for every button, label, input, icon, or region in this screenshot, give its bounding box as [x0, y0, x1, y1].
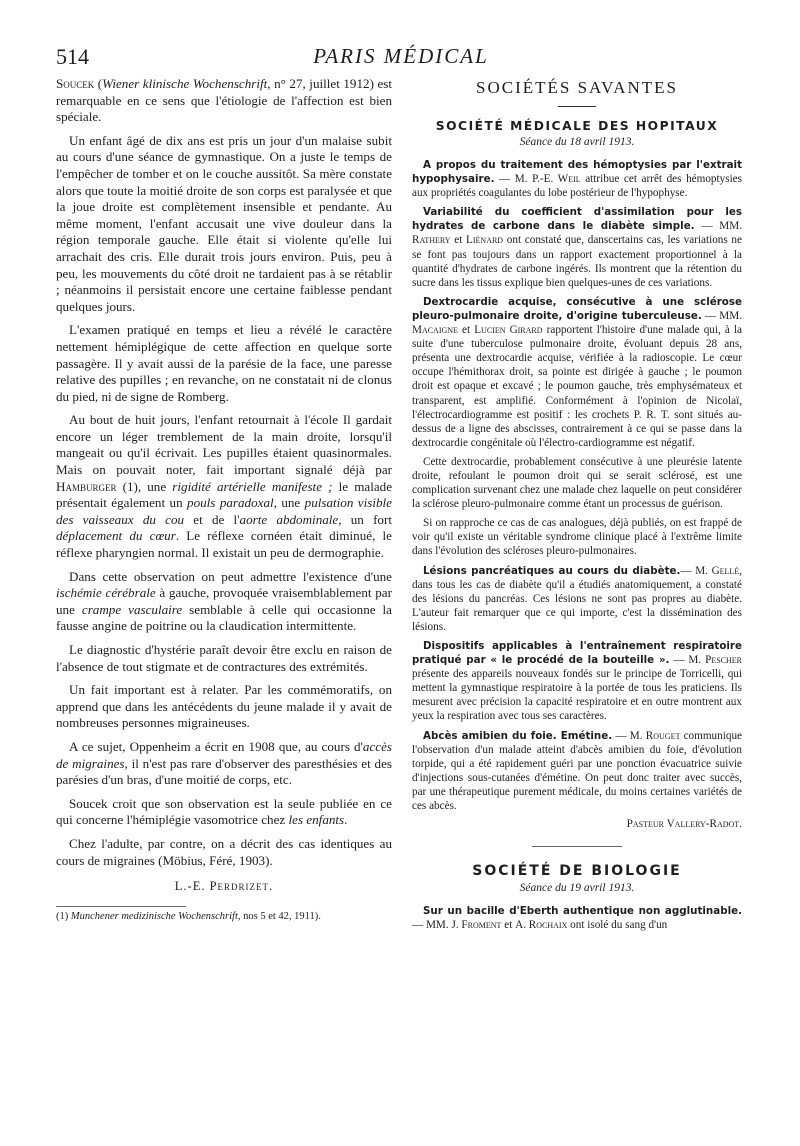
- entry-respiratoire: Dispositifs applicables à l'entraînement respiratoire pratiqué par « le procédé de la bouteille ». — M. Pescher présente des appareils nouveaux fondés sur le principe de Torricelli, qui mettent la gymnastique respiratoire à la portée de tous les praticiens. Ils mesurent avec précision la capacité respiratoire et en outre montrent aux yeux la respiration avec tous ses caractères.: [412, 640, 742, 723]
- reporter-signature: Pasteur Vallery-Radot.: [626, 818, 742, 831]
- session-date-biologie: Séance du 19 avril 1913.: [519, 882, 635, 895]
- author-signature: L.-E. Perdrizet.: [174, 879, 274, 894]
- paragraph-soucek: Soucek croit que son observation est la seule publiée en ce qui concerne l'hémiplégie vasomotrice chez les enfants.: [56, 795, 392, 828]
- entry-pancreas: Lésions pancréatiques au cours du diabète.— M. Gellé, dans tous les cas de diabète qu'il a étudiés anatomiquement, a constaté des lésions du pancréas. Ces lésions ne sont pas propres au diabète. L'auteur fait remarquer que ce qui importe, c'est la dissémination des lésions.: [412, 564, 743, 633]
- paragraph-follow-up: Au bout de huit jours, l'enfant retournait à l'école Il gardait encore un léger tremblement de la main droite, lorsqu'il mangeait ou qu'il écrivait. Les pupilles étaient quasinormales. Mais on pouvait noter, fait important signalé déjà par Hamburger (1), une rigidité artérielle manifeste ; le malade présentait également un pouls paradoxal, une pulsation visible des vaisseaux du cou et de l'aorte abdominale, un fort déplacement du cœur. Le réflexe cornéen était diminué, le réflexe pharyngien normal. Il existait un peu de dermographie.: [56, 412, 392, 561]
- entry-dextrocardie-cont: Cette dextrocardie, probablement consécutive à une pleurésie latente droite, refoulant le poumon droit qui se serait sclérosé, est une complication survenant chez une malade chez laquelle on peut considérer la sclérose pleuro-pulmonaire comme étant un processus de guérison.: [412, 455, 742, 511]
- journal-title: PARIS MÉDICAL: [313, 44, 489, 68]
- right-column: [412, 76, 742, 937]
- society-heading-biologie: SOCIÉTÉ DE BIOLOGIE: [472, 863, 682, 880]
- section-divider: [558, 106, 596, 107]
- entry-abces: Abcès amibien du foie. Emétine. — M. Rouget communique l'observation d'un malade atteint d'abcès amibien du foie, d'évolution torpide, qui a été rapidement guéri par une ponction évacuatrice suivie d'injections sous-cutanées d'émétine. On peut donc traiter avec succès, par une thérapeutique purement médicale, du moins certaines variétés de ces abcès.: [412, 729, 742, 813]
- paragraph-intro: Soucek (Wiener klinische Wochenschrift, n° 27, juillet 1912) est remarquable en ce sens que l'étiologie de l'affection est bien spéciale.: [56, 76, 392, 125]
- entry-dextrocardie-syndrome: Si on rapproche ce cas de cas analogues, déjà publiés, on est frappé de voir qu'il existe un véritable syndrome clinique placé à l'extrême limite dans l'évolution des scléroses pleuro-pulmonaires.: [412, 517, 742, 558]
- left-column: [56, 76, 392, 922]
- paragraph-oppenheim: A ce sujet, Oppenheim a écrit en 1908 que, au cours d'accès de migraines, il n'est pas rare d'observer des paresthésies et des parésies d'un bras, d'une moitié de corps, etc.: [56, 738, 392, 788]
- entry-dextrocardie: Dextrocardie acquise, consécutive à une sclérose pleuro-pulmonaire droite, d'origine tuberculeuse. — MM. Macaigne et Lucien Girard rapportent l'histoire d'une malade qui, à la suite d'une tuberculose pulmonaire droite, évoluant depuis 28 ans, présenta une dextrocardie acquise, vérifiée à la radioscopie. Le cœur occupe l'hémithorax droit, sa pointe est dirigée à gauche ; le poumon droit est opaque et excavé ; le poumon gauche, très emphysémateux et transparent, est amplifié. Conformément à l'opinion de Nicolaï, l'électrocardiogramme est positif : les crochets P. R. T. sont situés au-dessus de a ligne des abscisses, contrairement à ce qui se passe dans la dextrocardie congénitale où l'électro-cardiogramme est négatif.: [412, 295, 742, 449]
- entry-eberth: Sur un bacille d'Eberth authentique non agglutinable. — MM. J. Froment et A. Rochaix ont isolé du sang d'un: [412, 905, 742, 932]
- entry-coefficient: Variabilité du coefficient d'assimilation pour les hydrates de carbone dans le diabète simple. — MM. Rathery et Liénard ont constaté que, danscertains cas, les variations ne se font pas toujours dans un rapport exactement proportionnel à la quantité d'hydrates de carbone ingérés. Ils montrent que la rétention du sucre dans les tissus explique bien quelques-unes de ces variations.: [412, 206, 742, 289]
- society-heading-hopitaux: SOCIÉTÉ MÉDICALE DES HOPITAUX: [435, 119, 719, 133]
- paragraph-adult: Chez l'adulte, par contre, on a décrit des cas identiques au cours de migraines (Möbius, Féré, 1903).: [56, 835, 392, 868]
- footnote: (1) Munchener medizinische Wochenschrift, nos 5 et 42, 1911).: [56, 911, 321, 923]
- paragraph-interpretation: Dans cette observation on peut admettre l'existence d'une ischémie cérébrale à gauche, provoquée vraisemblablement par une crampe vasculaire semblable à celle qui occasionne la fausse angine de poitrine ou la claudication intermittente.: [56, 568, 392, 634]
- page-header: [56, 44, 746, 72]
- section-title: SOCIÉTÉS SAVANTES: [476, 78, 678, 97]
- paragraph-hysteria: Le diagnostic d'hystérie paraît devoir être exclu en raison de l'absence de tout stigmate et de contractures des extrémités.: [56, 642, 392, 674]
- page-number: 514: [56, 44, 89, 69]
- session-date: Séance du 18 avril 1913.: [519, 136, 635, 148]
- society-divider: [532, 846, 622, 847]
- paragraph-exam: L'examen pratiqué en temps et lieu a révélé le caractère nettement hémiplégique de cette affection en quelque sorte passagère. Il y avait aussi de la parésie de la face, une paresse relative des pupilles ; en revanche, on ne constatait ni de clonus du pied, ni de signe de Romberg.: [56, 322, 392, 404]
- paragraph-case: Un enfant âgé de dix ans est pris un jour d'un malaise subit au cours d'une séance de gymnastique. On a juste le temps de l'empêcher de tomber et on le couche aussitôt. Sa mère constate alors que toute la moitié droite de son corps est paralysée et que la joue droite est complètement insensible et pendante. Au même moment, l'enfant accusait une vive douleur dans la région temporale gauche. Elle était si violente qu'elle lui arrachait des cris. Elle durait trois jours environ. Puis, peu à peu, les mouvements du côté droit ne tardaient pas à se rétablir ; néanmoins il persistait encore une certaine faiblesse pendant quelques jours.: [56, 132, 392, 314]
- entry-hemoptysies: A propos du traitement des hémoptysies par l'extrait hypophysaire. — M. P.-E. Weil attribue cet arrêt des hémoptysies aux propriétés coagulantes du lobe postérieur de l'hypophyse.: [412, 159, 742, 200]
- paragraph-antecedents: Un fait important est à relater. Par les commémoratifs, on apprend que dans les antécédents du jeune malade il y avait de nombreuses personnes migraineuses.: [56, 682, 392, 731]
- footnote-divider: [56, 906, 186, 907]
